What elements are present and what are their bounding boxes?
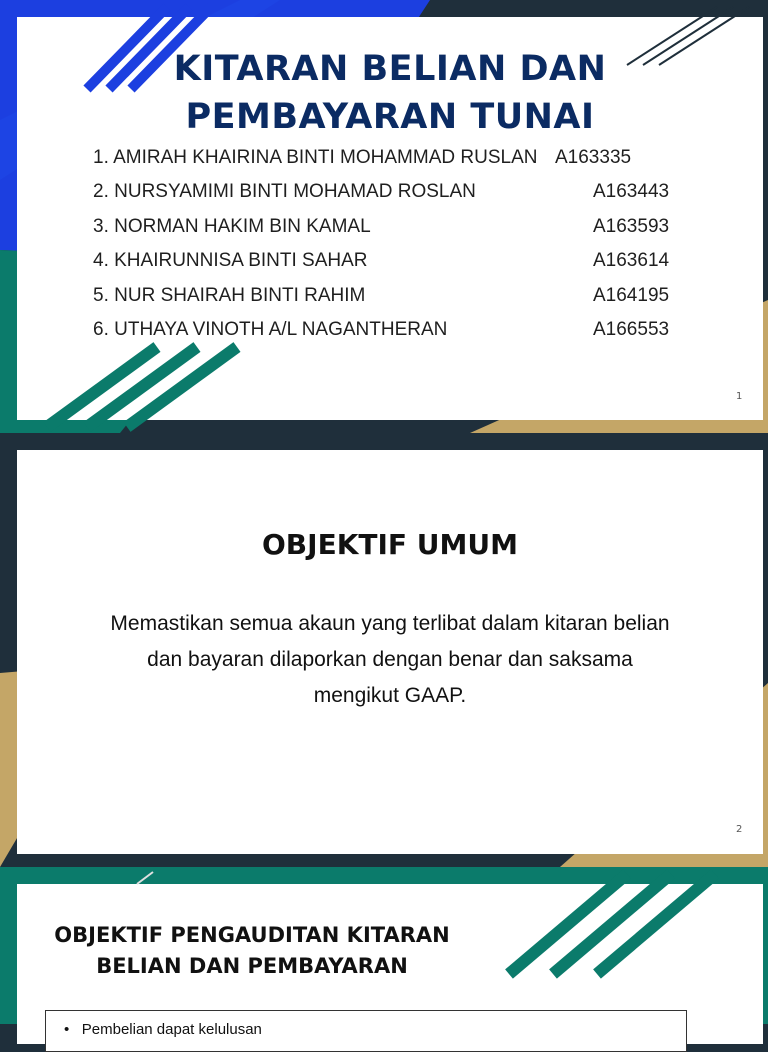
heading-line-2: BELIAN DAN PEMBAYARAN [96,954,408,978]
slide-1 [0,0,768,433]
member-id: A163614 [593,250,670,272]
slide-2-canvas [17,450,763,854]
member-row [93,210,693,244]
member-row [93,244,693,278]
member-name: 5. NUR SHAIRAH BINTI RAHIM [93,284,366,306]
slide-3 [0,867,768,1038]
member-row [93,175,693,209]
objective-text: Pembelian dapat kelulusan [81,1021,262,1038]
member-name: 3. NORMAN HAKIM BIN KAMAL [93,215,371,237]
slide-number: 1 [736,391,743,402]
slide-2-body: Memastikan semua akaun yang terlibat dalam kitaran belian dan bayaran dilaporkan dengan benar dan saksama mengikut GAAP. [110,612,670,707]
objective-item [64,1021,262,1038]
member-name: 4. KHAIRUNNISA BINTI SAHAR [93,250,368,272]
slide-2 [0,433,768,867]
member-row [93,313,693,347]
member-id: A163593 [593,215,670,237]
member-row [93,141,693,175]
slide-2-heading: OBJEKTIF UMUM [262,528,518,561]
member-row [93,279,693,313]
member-name: 2. NURSYAMIMI BINTI MOHAMAD ROSLAN [93,181,476,203]
slide-3-canvas [17,884,763,1044]
slide-1-canvas [17,17,763,420]
member-id: A163443 [593,181,670,203]
slide-number: 2 [736,824,743,835]
objectives-table [45,1010,687,1052]
bullet-icon: • [64,1021,82,1038]
member-id: A164195 [593,284,670,306]
slide-3-heading [17,920,487,982]
title-line-2: PEMBAYARAN TUNAI [185,97,595,137]
member-id: A163335 [555,147,632,168]
title-line-1: KITARAN BELIAN DAN [173,49,607,89]
heading-line-1: OBJEKTIF PENGAUDITAN KITARAN [54,923,450,947]
slide-1-title [17,45,763,141]
member-name: 6. UTHAYA VINOTH A/L NAGANTHERAN [93,318,448,340]
member-list [93,141,693,347]
member-id: A166553 [593,318,670,340]
member-name: 1. AMIRAH KHAIRINA BINTI MOHAMMAD RUSLAN [93,147,538,168]
